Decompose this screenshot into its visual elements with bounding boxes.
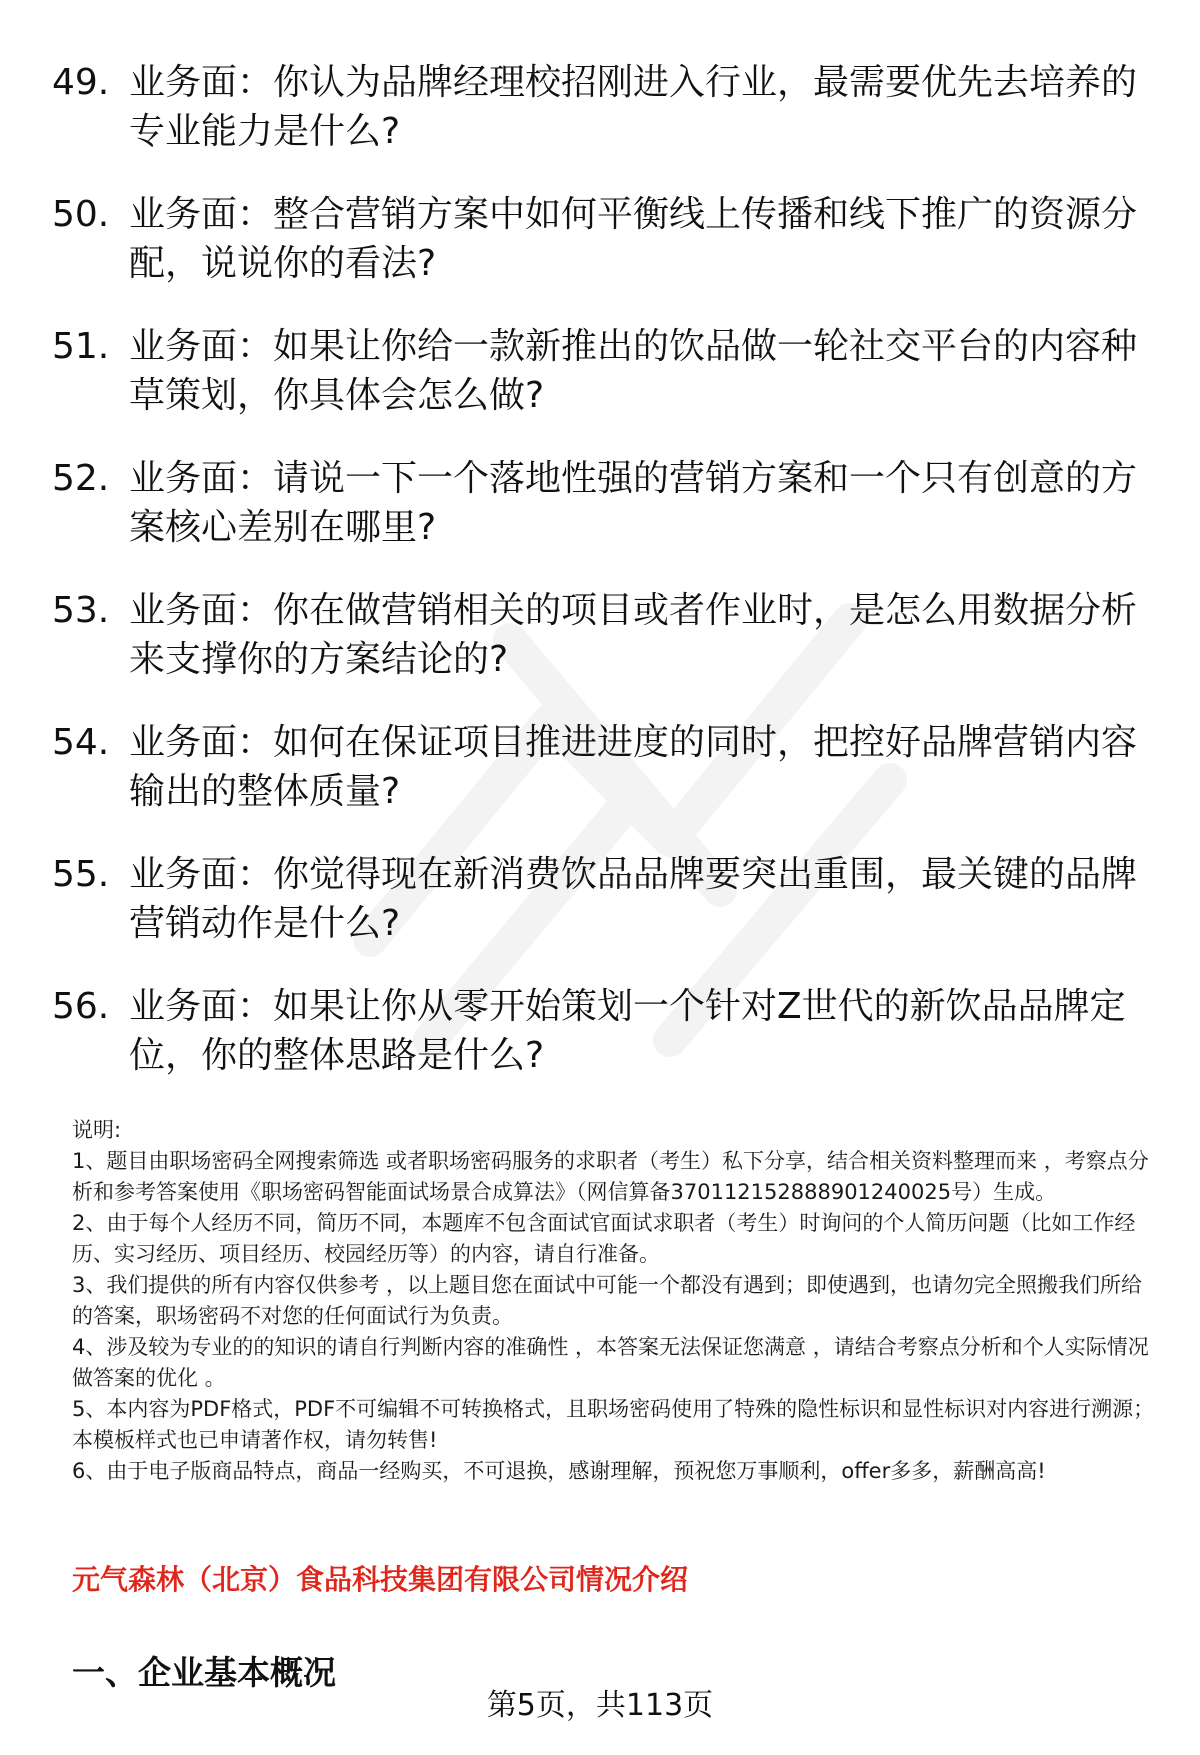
- question-item: [52, 718, 1142, 850]
- question-item: [52, 322, 1142, 454]
- question-item: [52, 454, 1142, 586]
- question-item: [52, 586, 1142, 718]
- note-item: 1、题目由职场密码全网搜索筛选 或者职场密码服务的求职者（考生）私下分享，结合相关资料整理而来 ，考察点分析和参考答案使用《职场密码智能面试场景合成算法》（网信算备370112152888901240025号）生成。: [72, 1149, 1149, 1204]
- question-number: 50.: [52, 194, 110, 235]
- note-item: 4、涉及较为专业的的知识的请自行判断内容的准确性 ，本答案无法保证您满意 ，请结合考察点分析和个人实际情况做答案的优化 。: [72, 1335, 1149, 1390]
- question-text: 业务面：整合营销方案中如何平衡线上传播和线下推广的资源分配，说说你的看法?: [129, 194, 1138, 284]
- question-number: 56.: [52, 986, 110, 1027]
- note-item: 2、由于每个人经历不同，简历不同，本题库不包含面试官面试求职者（考生）时询问的个人简历问题（比如工作经历、实习经历、项目经历、校园经历等）的内容，请自行准备。: [72, 1211, 1136, 1266]
- notes-title: 说明:: [72, 1118, 122, 1142]
- question-text: 业务面：你觉得现在新消费饮品品牌要突出重围，最关键的品牌营销动作是什么?: [129, 854, 1138, 944]
- question-number: 54.: [52, 722, 110, 763]
- question-text: 业务面：如何在保证项目推进进度的同时，把控好品牌营销内容输出的整体质量?: [129, 722, 1138, 812]
- question-number: 55.: [52, 854, 110, 895]
- section-heading: 一、企业基本概况: [72, 1653, 336, 1692]
- question-number: 51.: [52, 326, 110, 367]
- notes-section: [72, 1115, 1157, 1487]
- question-item: [52, 982, 1142, 1114]
- question-text: 业务面：你认为品牌经理校招刚进入行业，最需要优先去培养的专业能力是什么?: [129, 62, 1138, 152]
- page-footer: 第5页，共113页: [486, 1688, 714, 1723]
- company-title: 元气森林（北京）食品科技集团有限公司情况介绍: [72, 1563, 689, 1596]
- question-number: 53.: [52, 590, 110, 631]
- question-text: 业务面：请说一下一个落地性强的营销方案和一个只有创意的方案核心差别在哪里?: [129, 458, 1138, 548]
- question-text: 业务面：如果让你从零开始策划一个针对Z世代的新饮品品牌定位，你的整体思路是什么?: [129, 986, 1126, 1076]
- question-item: [52, 58, 1142, 190]
- note-item: 3、我们提供的所有内容仅供参考 ，以上题目您在面试中可能一个都没有遇到；即使遇到，也请勿完全照搬我们所给的答案，职场密码不对您的任何面试行为负责。: [72, 1273, 1143, 1328]
- question-text: 业务面：你在做营销相关的项目或者作业时，是怎么用数据分析来支撑你的方案结论的?: [129, 590, 1138, 680]
- question-number: 49.: [52, 62, 110, 103]
- question-text: 业务面：如果让你给一款新推出的饮品做一轮社交平台的内容种草策划，你具体会怎么做?: [129, 326, 1138, 416]
- question-item: [52, 850, 1142, 982]
- note-item: 5、本内容为PDF格式，PDF不可编辑不可转换格式，且职场密码使用了特殊的隐性标识和显性标识对内容进行溯源；本模板样式也已申请著作权，请勿转售!: [72, 1397, 1155, 1452]
- question-list: [52, 58, 1142, 1114]
- note-item: 6、由于电子版商品特点，商品一经购买，不可退换，感谢理解，预祝您万事顺利，offer多多，薪酬高高!: [72, 1459, 1046, 1483]
- question-number: 52.: [52, 458, 110, 499]
- question-item: [52, 190, 1142, 322]
